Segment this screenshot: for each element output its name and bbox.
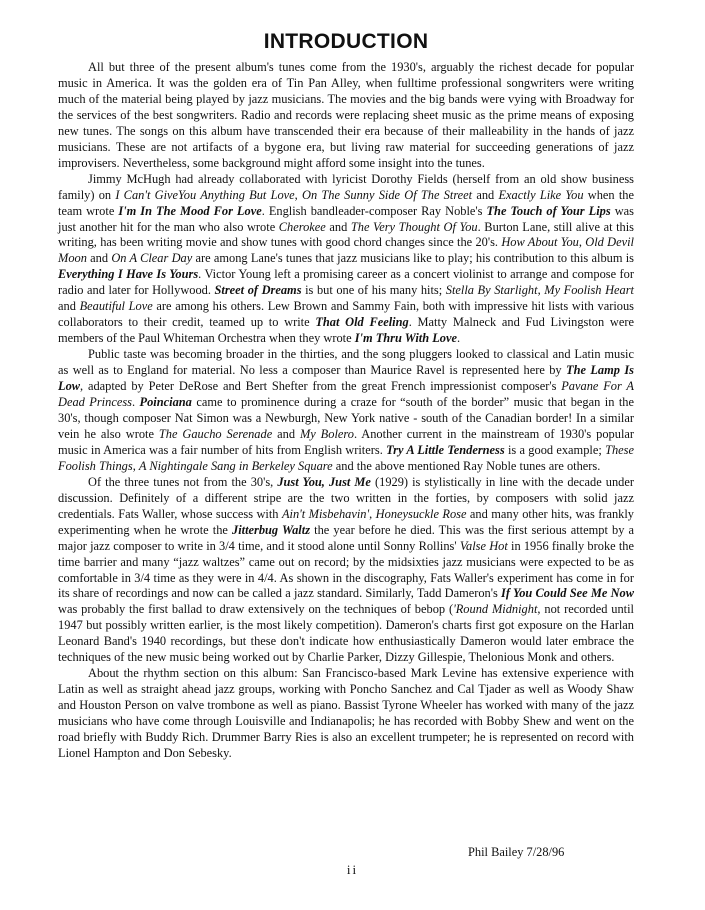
- text-run: is but one of his many hits;: [301, 283, 446, 298]
- paragraph-5: [58, 666, 634, 762]
- text-run: Of the three tunes not from the 30's,: [88, 474, 278, 489]
- page-title: INTRODUCTION: [263, 30, 429, 53]
- text-run: , not recorded until 1947 but possibly written earlier, is the most likely competition). Dameron's charts first got exposure on the Harlan Leonard Band's 1940 recordings, but these don't indicate how enthusiastically Dameron would later embrace the techniques of the new music being worked out by Charlie Parker, Dizzy Gillespie, Thelonious Monk and others.: [58, 602, 635, 665]
- text-run: and the above mentioned Ray Noble tunes are others.: [332, 458, 601, 473]
- song-title: Cherokee: [278, 219, 326, 234]
- song-title: The Touch of Your Lips: [486, 203, 611, 218]
- text-run: All but three of the present album's tunes come from the 1930's, arguably the richest decade for popular music in America. It was the golden era of Tin Pan Alley, when fulltime professional songwriters were writing much of the material being played by jazz musicians. The movies and the big bands were vying with Broadway for the services of the best songwriters. Radio and records were replacing sheet music as the prime means of exposing new tunes. The songs on this album have transcended their era because of their malleability in the hands of jazz musicians. These are not artifacts of a bygone era, but living raw material for succeeding generations of jazz improvisers. Nevertheless, some background might afford some insight into the tunes.: [58, 60, 634, 170]
- song-title: A Nightingale Sang in Berkeley Square: [138, 458, 333, 473]
- song-title: I Can't GiveYou Anything But Love: [115, 187, 295, 202]
- song-title: On The Sunny Side Of The Street: [302, 187, 473, 202]
- text-run: and: [325, 219, 351, 234]
- paragraph-3: [58, 347, 634, 475]
- text-run: in 1956 finally broke the time barrier and many “jazz waltzes” came out on record; by the midsixties jazz musicians were expected to be as comfortable in 3/4 time as they were in 4/4. As shown in the discography, Fats Waller's experiment has come in for its share of recordings and now can be called a jazz standard. Similarly, Tadd Dameron's: [58, 538, 634, 601]
- song-title: Honeysuckle Rose: [375, 506, 467, 521]
- text-run: Public taste was becoming broader in the thirties, and the song pluggers looked to classical and Latin music as well as to England for material. No less a composer than Maurice Ravel is represented here by: [58, 347, 634, 378]
- text-run: and: [472, 187, 499, 202]
- text-run: . English bandleader-composer Ray Noble's: [261, 203, 487, 218]
- song-title: My Bolero: [299, 426, 354, 441]
- body-text: [58, 60, 634, 762]
- text-run: when the team wrote: [58, 187, 634, 218]
- song-title: My Foolish Heart: [544, 283, 634, 298]
- text-run: and: [86, 251, 112, 266]
- text-run: and: [272, 426, 300, 441]
- song-title: Beautiful Love: [79, 299, 153, 314]
- text-run: is a good example;: [504, 442, 606, 457]
- song-title: That Old Feeling: [315, 315, 409, 330]
- text-run: Jimmy McHugh had already collaborated with lyricist Dorothy Fields (herself from an old show business family) on: [58, 171, 634, 202]
- paragraph-2: [58, 172, 634, 347]
- text-run: . Matty Malneck and Fud Livingston were members of the Paul Whiteman Orchestra when they wrote: [58, 315, 634, 346]
- song-title: Ain't Misbehavin': [281, 506, 370, 521]
- text-run: are among his others. Lew Brown and Sammy Fain, both with impressive hit lists with various collaborators to their credit, teamed up to write: [58, 299, 635, 330]
- text-run: and: [58, 299, 80, 314]
- text-run: .: [131, 395, 140, 410]
- text-run: , adapted by Peter DeRose and Bert Shefter from the great French impressionist composer's: [80, 379, 562, 394]
- text-run: . Victor Young left a promising career as a concert violinist to arrange and compose for radio and later for Hollywood.: [58, 267, 634, 298]
- paragraph-4: [58, 475, 634, 666]
- song-title: I'm Thru With Love: [354, 331, 457, 346]
- text-run: ,: [369, 506, 376, 521]
- song-title: Valse Hot: [459, 538, 508, 553]
- song-title: Just You, Just Me: [277, 474, 371, 489]
- text-run: are among Lane's tunes that jazz musicians like to play; his contribution to this album is: [192, 251, 634, 266]
- song-title: 'Round Midnight: [453, 602, 538, 617]
- text-run: ,: [294, 187, 302, 202]
- song-title: On A Clear Day: [111, 251, 193, 266]
- text-run: . Burton Lane, still alive at this writing, has been writing movie and show tunes with good chord changes since the 20's.: [58, 219, 634, 250]
- song-title: If You Could See Me Now: [501, 586, 634, 601]
- page-number: ii: [346, 862, 359, 877]
- text-run: the year before he died. This was the first serious attempt by a major jazz composer to write in 3/4 time, and it stood alone until Sonny Rollins': [58, 522, 634, 553]
- song-title: How About You: [501, 235, 579, 250]
- song-title: These Foolish Things: [58, 442, 634, 473]
- document-page: [58, 30, 634, 762]
- text-run: . Another current in the mainstream of 1930's popular music in America was a fair number of hits from English writers.: [58, 426, 635, 457]
- song-title: Everything I Have Is Yours: [58, 267, 199, 282]
- text-run: ,: [578, 235, 586, 250]
- text-run: .: [456, 331, 461, 346]
- song-title: The Lamp Is Low: [58, 363, 634, 394]
- song-title: The Gaucho Serenade: [158, 426, 273, 441]
- song-title: Old Devil Moon: [58, 235, 634, 266]
- signature: Phil Bailey 7/28/96: [468, 845, 565, 859]
- text-run: was probably the first ballad to draw extensively on the techniques of bebop (: [58, 602, 454, 617]
- text-run: About the rhythm section on this album: San Francisco-based Mark Levine has extensive experience with Latin as well as straight ahead jazz groups, working with Poncho Sanchez and Cal Tjader as well as Woody Shaw and Houston Person on valve trombone as well as piano. Bassist Tyrone Wheeler has worked with many of the jazz musicians who have come through Louisville and Indianapolis; he has recorded with Bobby Shew and went on the road briefly with Buddy Rich. Drummer Barry Ries is also an excellent trumpeter; he is represented on record with Lionel Hampton and Don Sebesky.: [58, 666, 634, 760]
- song-title: Exactly Like You: [498, 187, 584, 202]
- text-run: came to prominence during a craze for “south of the border” music that began in the 30's, though composer Nat Simon was a Newburgh, New York native - south of the Canadian border! In a similar vein he also wrote: [58, 395, 634, 441]
- song-title: I'm In The Mood For Love: [118, 203, 262, 218]
- song-title: Street of Dreams: [214, 283, 302, 298]
- song-title: Jitterbug Waltz: [232, 522, 311, 537]
- song-title: The Very Thought Of You: [350, 219, 478, 234]
- song-title: Try A Little Tenderness: [386, 442, 505, 457]
- text-run: ,: [132, 458, 139, 473]
- song-title: Pavane For A Dead Princess: [58, 379, 635, 410]
- text-run: (1929) is stylistically in line with the decade under discussion. Definitely of a different stripe are the two written in the forties, by composers with solid jazz credentials. Fats Waller, whose success with: [58, 474, 634, 521]
- song-title: Poinciana: [139, 395, 192, 410]
- song-title: Stella By Starlight: [445, 283, 538, 298]
- text-run: and many other hits, was frankly experimenting when he wrote the: [58, 506, 634, 537]
- paragraph-1: [58, 60, 634, 172]
- text-run: was just another hit for the man who also wrote: [58, 203, 634, 234]
- text-run: ,: [537, 283, 545, 298]
